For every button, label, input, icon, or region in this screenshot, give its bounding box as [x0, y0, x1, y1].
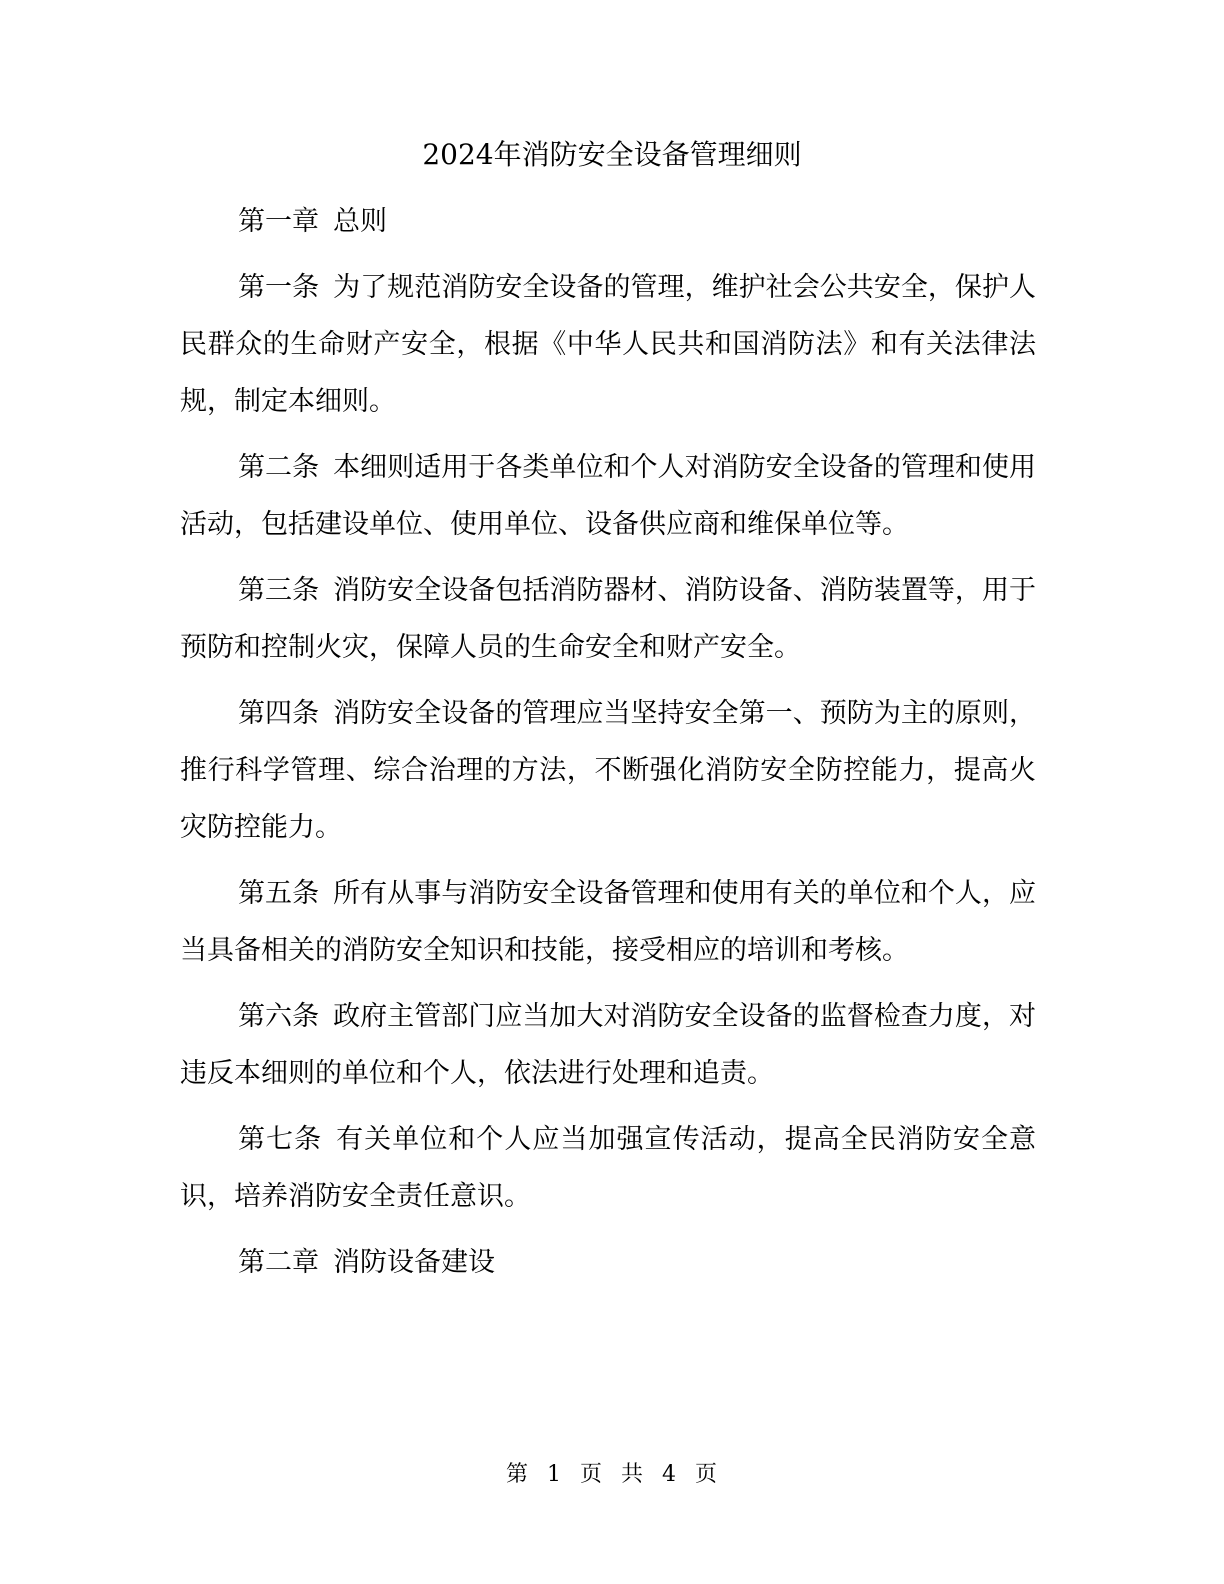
- article-paragraph: [180, 865, 1036, 979]
- article-text: 本细则适用于各类单位和个人对消防安全设备的管理和使用活动，包括建设单位、使用单位、设备供应商和维保单位等。: [180, 452, 1037, 540]
- article-paragraph: [180, 562, 1036, 676]
- article-text: 消防安全设备的管理应当坚持安全第一、预防为主的原则，推行科学管理、综合治理的方法，不断强化消防安全防控能力，提高火灾防控能力。: [180, 698, 1037, 843]
- chapter-title: 消防设备建设: [333, 1247, 495, 1278]
- article-number: 第七条: [238, 1124, 323, 1155]
- article-text: 政府主管部门应当加大对消防安全设备的监督检查力度，对违反本细则的单位和个人，依法进行处理和追责。: [180, 1001, 1037, 1089]
- article-paragraph: [180, 1111, 1036, 1225]
- article-number: 第六条: [238, 1001, 320, 1032]
- document-body: [180, 193, 1036, 1300]
- chapter-title: 总则: [333, 206, 387, 237]
- article-number: 第二条: [238, 452, 320, 483]
- chapter-number: 第一章: [238, 206, 319, 237]
- article-text: 为了规范消防安全设备的管理，维护社会公共安全，保护人民群众的生命财产安全，根据《中华人民共和国消防法》和有关法律法规，制定本细则。: [180, 272, 1037, 417]
- article-paragraph: [180, 685, 1036, 856]
- chapter-number: 第二章: [238, 1247, 319, 1278]
- article-paragraph: [180, 259, 1036, 430]
- article-number: 第三条: [238, 575, 320, 606]
- article-text: 有关单位和个人应当加强宣传活动，提高全民消防安全意识，培养消防安全责任意识。: [180, 1124, 1037, 1212]
- article-number: 第一条: [238, 272, 320, 303]
- article-paragraph: [180, 439, 1036, 553]
- page-number-footer: 第 1 页 共 4 页: [506, 1462, 718, 1487]
- chapter-heading: [180, 1234, 1036, 1291]
- article-paragraph: [180, 988, 1036, 1102]
- document-title: 2024年消防安全设备管理细则: [422, 138, 802, 171]
- chapter-heading: [180, 193, 1036, 250]
- article-text: 消防安全设备包括消防器材、消防设备、消防装置等，用于预防和控制火灾，保障人员的生命安全和财产安全。: [180, 575, 1037, 663]
- article-number: 第五条: [238, 878, 320, 909]
- article-text: 所有从事与消防安全设备管理和使用有关的单位和个人，应当具备相关的消防安全知识和技能，接受相应的培训和考核。: [180, 878, 1037, 966]
- article-number: 第四条: [238, 698, 320, 729]
